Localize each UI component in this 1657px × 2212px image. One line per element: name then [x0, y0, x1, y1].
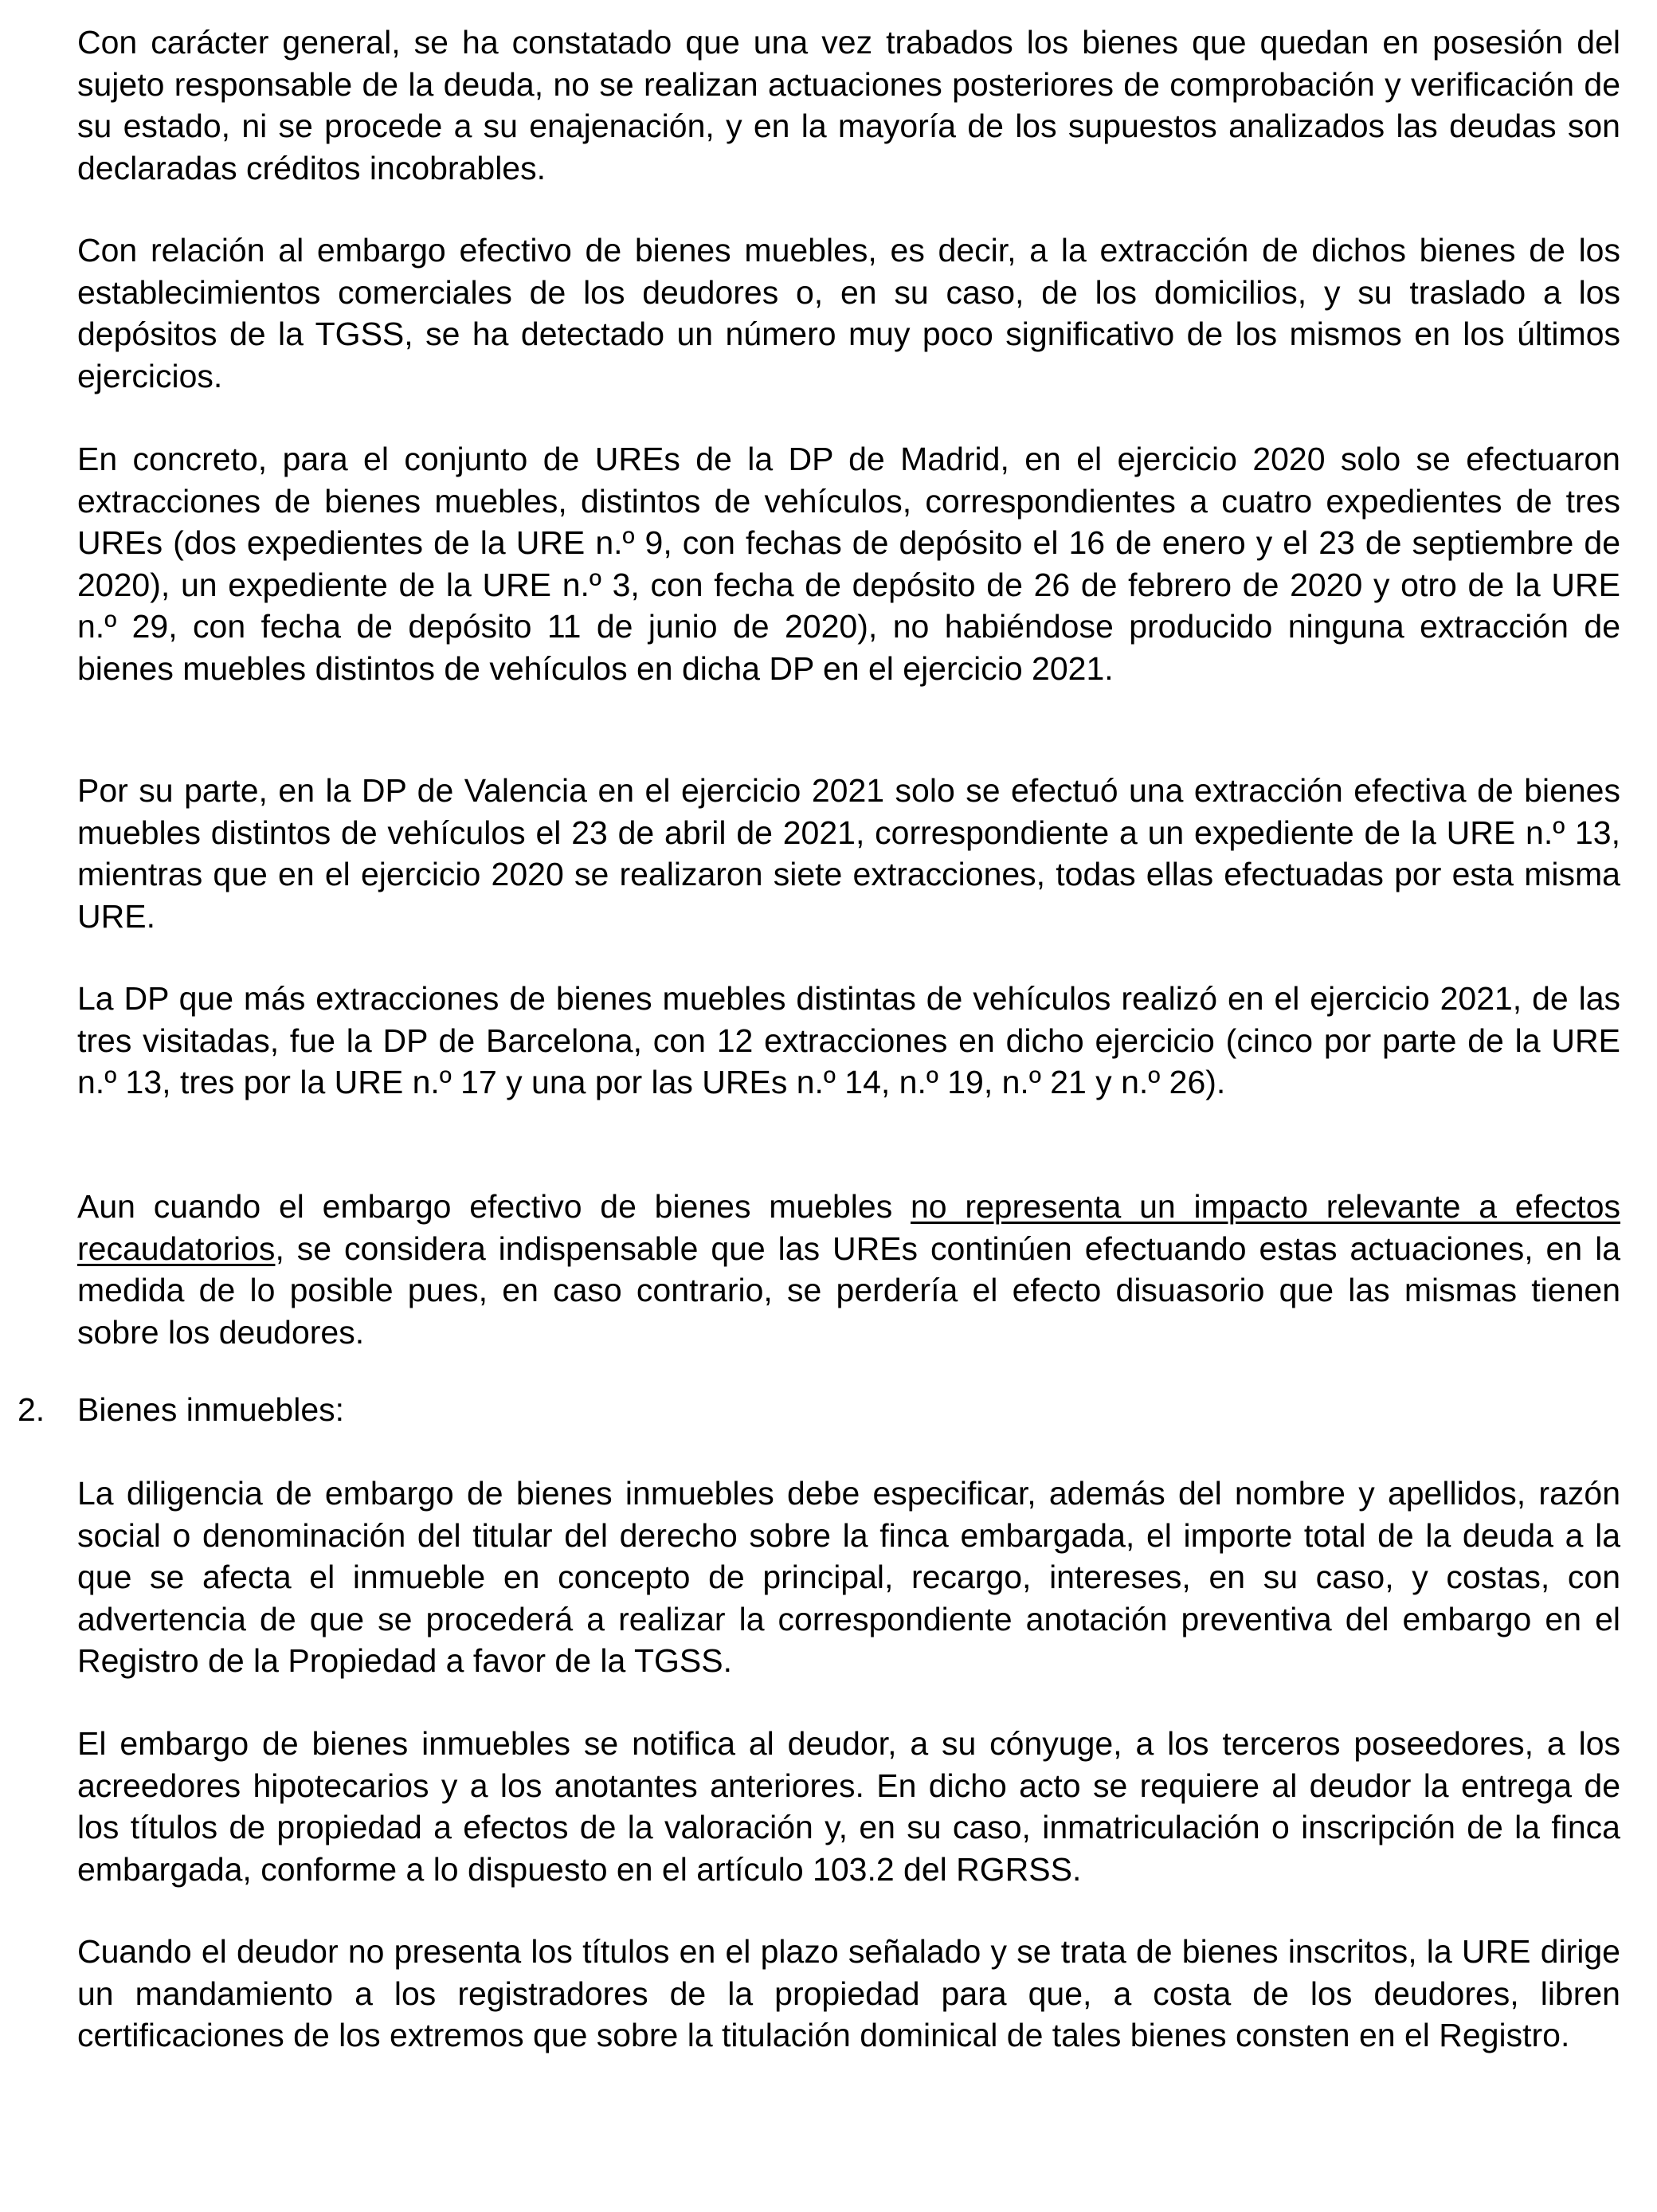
paragraph-notificacion-embargo: El embargo de bienes inmuebles se notifica al deudor, a su cónyuge, a los terceros poseedores, a los acreedores hipotecarios y a los anotantes anteriores. En dicho acto se requiere al deudor la entrega de los títulos de propiedad a efectos de la valoración y, en su caso, inmatriculación o inscripción de la finca embargada, conforme a lo dispuesto en el artículo 103.2 del RGRSS. — [77, 1725, 1620, 1888]
text-segment: , se considera indispensable que las UREs continúen efectuando estas actuaciones, en la medida de lo posible pues, en caso contrario, se perdería el efecto disuasorio que las mismas tienen sobre los deudores. — [77, 1230, 1620, 1351]
text-segment: Aun cuando el embargo efectivo de bienes muebles — [77, 1188, 911, 1225]
list-item-bienes-inmuebles — [18, 1389, 344, 1431]
paragraph-dp-madrid: En concreto, para el conjunto de UREs de la DP de Madrid, en el ejercicio 2020 solo se efectuaron extracciones de bienes muebles, distintos de vehículos, correspondientes a cuatro expedientes de tres UREs (dos expedientes de la URE n.º 9, con fechas de depósito el 16 de enero y el 23 de septiembre de 2020), un expediente de la URE n.º 3, con fecha de depósito de 26 de febrero de 2020 y otro de la URE n.º 29, con fecha de depósito 11 de junio de 2020), no habiéndose producido ninguna extracción de bienes muebles distintos de vehículos en dicha DP en el ejercicio 2021. — [77, 441, 1620, 687]
paragraph-dp-valencia: Por su parte, en la DP de Valencia en el ejercicio 2021 solo se efectuó una extracción efectiva de bienes muebles distintos de vehículos el 23 de abril de 2021, correspondiente a un expediente de la URE n.º 13, mientras que en el ejercicio 2020 se realizaron siete extracciones, todas ellas efectuadas por esta misma URE. — [77, 772, 1620, 935]
list-label: Bienes inmuebles: — [77, 1391, 345, 1428]
paragraph-bienes-trabados: Con carácter general, se ha constatado que una vez trabados los bienes que quedan en posesión del sujeto responsable de la deuda, no se realizan actuaciones posteriores de comprobación y verificación de su estado, ni se procede a su enajenación, y en la mayoría de los supuestos analizados las deudas son declaradas créditos incobrables. — [77, 24, 1620, 186]
paragraph-diligencia-embargo: La diligencia de embargo de bienes inmuebles debe especificar, además del nombre y apellidos, razón social o denominación del titular del derecho sobre la finca embargada, el importe total de la deuda a la que se afecta el inmueble en concepto de principal, recargo, intereses, en su caso, y costas, con advertencia de que se procederá a realizar la correspondiente anotación preventiva del embargo en el Registro de la Propiedad a favor de la TGSS. — [77, 1475, 1620, 1679]
paragraph-mandamiento-registradores: Cuando el deudor no presenta los títulos en el plazo señalado y se trata de bienes inscritos, la URE dirige un mandamiento a los registradores de la propiedad para que, a costa de los deudores, libren certificaciones de los extremos que sobre la titulación dominical de tales bienes consten en el Registro. — [77, 1933, 1620, 2053]
underlined-text: no representa un impacto relevante a efectos recaudatorios — [77, 1188, 1620, 1267]
list-number: 2. — [18, 1391, 45, 1428]
paragraph-embargo-efectivo: Con relación al embargo efectivo de bienes muebles, es decir, a la extracción de dichos bienes de los establecimientos comerciales de los deudores o, en su caso, de los domicilios, y su traslado a los depósitos de la TGSS, se ha detectado un número muy poco significativo de los mismos en los últimos ejercicios. — [77, 232, 1620, 394]
paragraph-dp-barcelona: La DP que más extracciones de bienes muebles distintas de vehículos realizó en el ejercicio 2021, de las tres visitadas, fue la DP de Barcelona, con 12 extracciones en dicho ejercicio (cinco por parte de la URE n.º 13, tres por la URE n.º 17 y una por las UREs n.º 14, n.º 19, n.º 21 y n.º 26). — [77, 980, 1620, 1100]
paragraph-impacto-recaudatorio — [77, 1186, 1620, 1353]
